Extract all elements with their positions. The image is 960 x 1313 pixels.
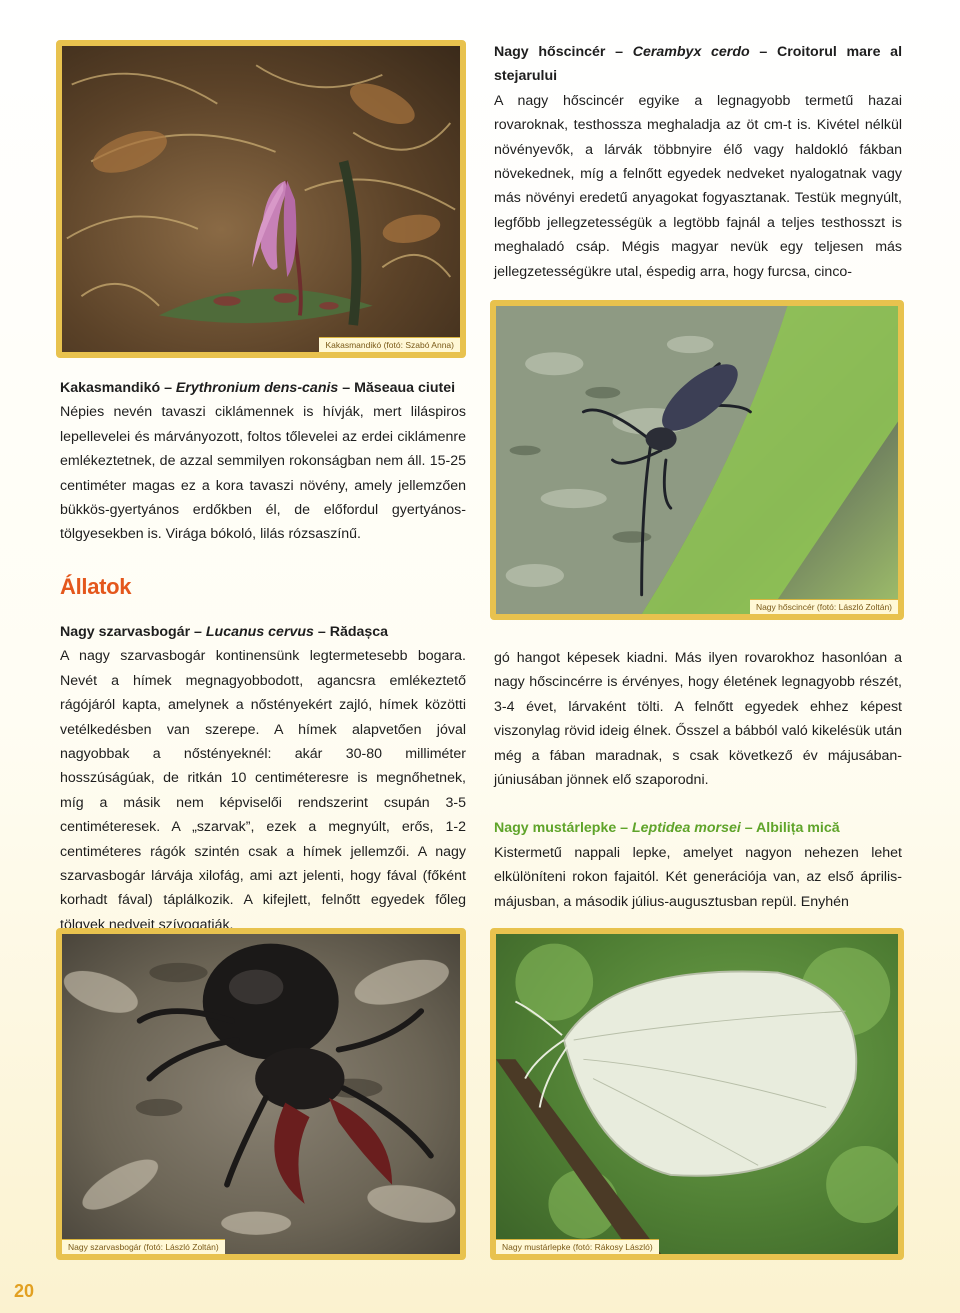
erythronium-heading-latin: Erythronium dens-canis <box>175 380 339 396</box>
leptidea-heading <box>494 816 902 840</box>
lucanus-heading-prefix: Nagy szarvasbogár – <box>60 624 206 640</box>
caption-longhorn: Nagy hőscincér (fotó: László Zoltán) <box>750 599 898 614</box>
leptidea-heading-latin: Leptidea morsei <box>632 820 741 837</box>
caption-dogtooth: Kakasmandikó (fotó: Szabó Anna) <box>319 337 460 352</box>
page-number: 20 <box>14 1281 35 1301</box>
lucanus-heading <box>60 620 466 644</box>
erythronium-heading-prefix: Kakasmandikó – <box>60 380 176 396</box>
longhorn-beetle-illustration <box>496 306 898 614</box>
section-title-animals: Állatok <box>60 574 132 599</box>
erythronium-heading <box>60 376 466 400</box>
photo-dogtooth-violet <box>56 40 466 358</box>
leptidea-heading-suffix: – Albilița mică <box>740 820 840 837</box>
photo-longhorn-beetle <box>490 300 904 620</box>
photo-wood-white <box>490 928 904 1260</box>
leptidea-heading-prefix: Nagy mustárlepke – <box>494 820 632 837</box>
cerambyx-heading-suffix: – Croitorul mare al stejarului <box>494 44 903 85</box>
lucanus-article <box>60 620 466 937</box>
cerambyx-text: A nagy hőscincér egyike a legnagyobb termetű hazai rovaroknak, testhossza meghaladja az öt cm-t is. Kivétel nélkül növényevők, a lárvák többnyire élő vagy haldokló fákban növekednek, míg a felnőtt egyedek nedveket nyalogatnak vagy más növényi eredetű anyagokat fogyasztanak. Testük megnyúlt, legfőbb jellegzetességük a legtöbb fajnál a teljes testhosszt is meghaladó csáp. Mégis magyar nevük egy teljesen más jellegzetességükre utal, éspedig arra, hogy furcsa, cinco- <box>494 92 902 280</box>
erythronium-article <box>60 376 466 547</box>
wood-white-illustration <box>496 934 898 1254</box>
cerambyx-heading-prefix: Nagy hőscincér – <box>494 44 633 60</box>
lucanus-text: A nagy szarvasbogár kontinensünk legtermetesebb bogara. Nevét a hímek megnagyobbodott, agancsra emlékeztető rágójáról kapta, amelynek a nőstényekért zajló, hímek közötti vetélkedésben van szerepe. A hímek alapvetően jóval nagyobbak a nőstényeknél: akár 30-80 milliméter hosszúságúak, de ritkán 10 centiméteresre is megnőhetnek, míg a másik nem képviselői rendszerint csupán 3-5 centiméteresek. A „szarvak”, ezek a megnyúlt, erős, 1-2 centiméteres rágók szintén csak a hímek jellemzői. A nagy szarvasbogár lárvája xilofág, ami azt jelenti, hogy fával (főként korhadt fával) táplálkozik. A kifejlett, felnőtt egyedek főleg tölgyek nedveit szívogatják. <box>60 648 466 933</box>
dogtooth-violet-illustration <box>62 46 460 352</box>
photo-stag-beetle <box>56 928 466 1260</box>
leptidea-text: Kistermetű nappali lepke, amelyet nagyon nehezen lehet elkülöníteni rokon fajaitól. Két generációja van, az első április-májusban, a második július-augusztusban repül. Enyhén <box>494 844 902 910</box>
right-column-continued <box>494 646 902 914</box>
caption-wood-white: Nagy mustárlepke (fotó: Rákosy László) <box>496 1239 659 1254</box>
stag-beetle-illustration <box>62 934 460 1254</box>
caption-stag: Nagy szarvasbogár (fotó: László Zoltán) <box>62 1239 225 1254</box>
cerambyx-text-continued: gó hangot képesek kiadni. Más ilyen rovarokhoz hasonlóan a nagy hőscincérre is érvényes, hogy életének legnagyobb részét, 3-4 évet, lárvaként tölti. A felnőtt egyedek ehhez képest viszonylag rövid ideig élnek. Ősszel a bábból való kikelésük után még a fában maradnak, s csak következő év májusában-júniusában jönnek elő szaporodni. <box>494 650 902 789</box>
lucanus-heading-latin: Lucanus cervus <box>205 624 314 640</box>
cerambyx-heading-latin: Cerambyx cerdo <box>632 44 750 60</box>
lucanus-heading-suffix: – Rădașca <box>313 624 389 640</box>
cerambyx-article <box>494 40 902 284</box>
cerambyx-heading <box>494 40 902 89</box>
erythronium-heading-suffix: – Măseaua ciutei <box>338 380 456 396</box>
erythronium-text: Népies nevén tavaszi ciklámennek is hívják, mert liláspiros lepellevelei és márványozott, foltos tőlevelei az erdei ciklámenre emlékeztetnek, de azzal semmilyen rokonságban nem áll. 15-25 centiméter magas ez a kora tavaszi növény, amely jellemzően bükkös-gyertyános erdőkben él, de előfordul gyertyános-tölgyesekben is. Virága bókoló, lilás rózsaszínű. <box>60 404 466 543</box>
